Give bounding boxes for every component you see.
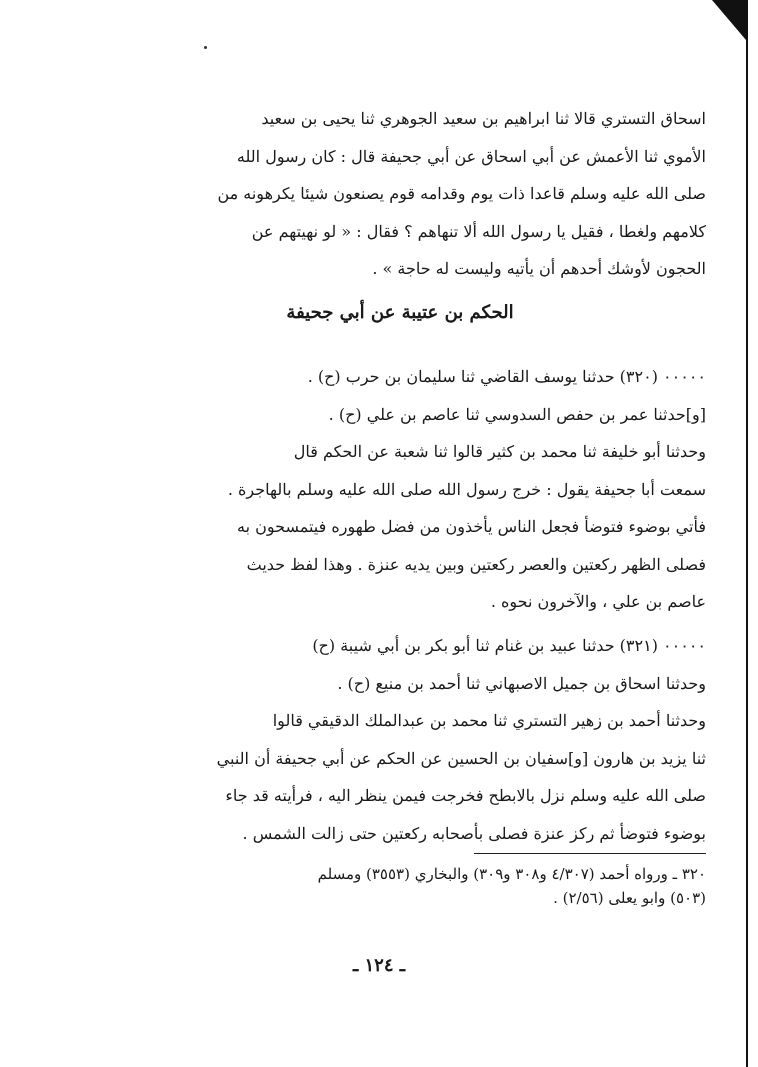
- text-line: ٠٠٠٠٠ (٣٢٠) حدثنا يوسف القاضي ثنا سليمان بن حرب (ح) .: [307, 367, 706, 386]
- text-line: وحدثنا اسحاق بن جميل الاصبهاني ثنا أحمد بن منيع (ح) .: [337, 673, 706, 693]
- text-line: صلى الله عليه وسلم قاعدا ذات يوم وقدامه قوم يصنعون شيئا يكرهونه من: [217, 184, 706, 203]
- footnote-line: (٥٠٣) وابو يعلى (٢/٥٦) .: [553, 889, 706, 907]
- page-number: ـ ١٢٤ ـ: [352, 955, 406, 976]
- text-line: اسحاق التستري قالا ثنا ابراهيم بن سعيد الجوهري ثنا يحيى بن سعيد: [261, 109, 706, 128]
- paragraph-1: [94, 100, 706, 288]
- text-line: ثنا يزيد بن هارون [و]سفيان بن الحسين عن الحكم عن أبي جحيفة أن النبي: [216, 748, 706, 768]
- text-line: عاصم بن علي ، والآخرون نحوه .: [490, 592, 706, 611]
- corner-mark: [712, 0, 746, 40]
- footnote-line: ٣٢٠ ـ ورواه أحمد (٤/٣٠٧ و٣٠٨ و٣٠٩) والبخاري (٣٥٥٣) ومسلم: [317, 865, 706, 883]
- footnote-divider: [474, 853, 706, 854]
- text-line: الحجون لأوشك أحدهم أن يأتيه وليست له حاجة » .: [372, 259, 706, 278]
- footnote: [94, 862, 706, 910]
- text-line: وحدثنا أحمد بن زهير التستري ثنا محمد بن عبدالملك الدقيقي قالوا: [272, 711, 706, 730]
- text-line: [و]حدثنا عمر بن حفص السدوسي ثنا عاصم بن علي (ح) .: [328, 404, 706, 424]
- text-line: بوضوء فتوضأ ثم ركز عنزة فصلى بأصحابه ركعتين حتى زالت الشمس .: [242, 823, 706, 843]
- text-line: ٠٠٠٠٠ (٣٢١) حدثنا عبيد بن غنام ثنا أبو بكر بن أبي شيبة (ح): [312, 636, 706, 655]
- text-line: وحدثنا أبو خليفة ثنا محمد بن كثير قالوا ثنا شعبة عن الحكم قال: [293, 442, 706, 461]
- hadith-320: [94, 358, 706, 621]
- text-line: صلى الله عليه وسلم نزل بالابطح فخرجت فيمن ينظر اليه ، فرأيته قد جاء: [225, 786, 706, 805]
- text-line: الأموي ثنا الأعمش عن أبي اسحاق عن أبي جحيفة قال : كان رسول الله: [236, 146, 706, 166]
- section-heading: الحكم بن عتيبة عن أبي جحيفة: [286, 302, 514, 323]
- text-line: فأتي بوضوء فتوضأ فجعل الناس يأخذون من فضل طهوره فيتمسحون به: [236, 517, 706, 536]
- text-line: سمعت أبا جحيفة يقول : خرج رسول الله صلى الله عليه وسلم بالهاجرة .: [227, 479, 706, 499]
- speck: [204, 46, 207, 49]
- page-edge: [746, 0, 758, 1067]
- text-line: كلامهم ولغطا ، فقيل يا رسول الله ألا تنهاهم ؟ فقال : « لو نهيتهم عن: [251, 221, 706, 241]
- hadith-321: [94, 627, 706, 852]
- text-line: فصلى الظهر ركعتين والعصر ركعتين وبين يديه عنزة . وهذا لفظ حديث: [246, 554, 706, 574]
